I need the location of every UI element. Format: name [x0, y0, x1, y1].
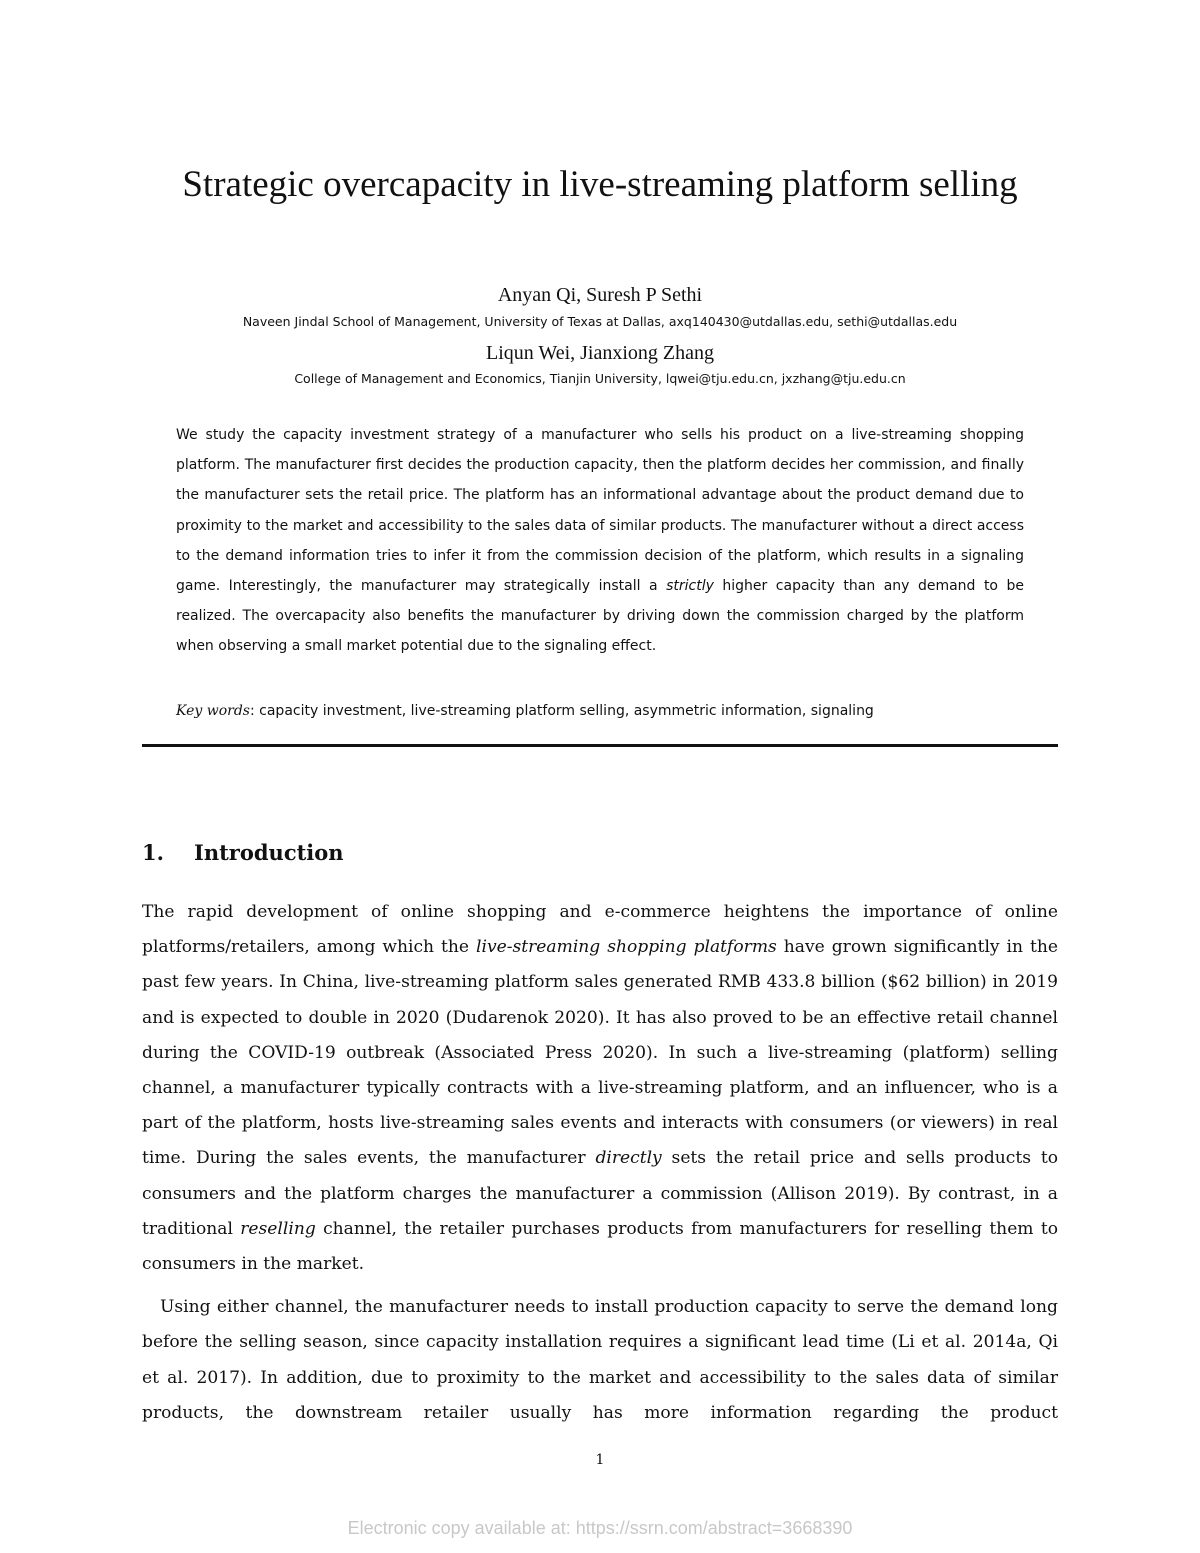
- keywords-text: capacity investment, live-streaming platform selling, asymmetric information, signaling: [259, 703, 874, 719]
- authors-line-2: Liqun Wei, Jianxiong Zhang: [486, 342, 714, 364]
- introduction-body: [142, 895, 1058, 1431]
- intro-p1-text-a: The rapid development of online shopping and e-commerce heightens the importance of online platforms/retailers, among which the: [142, 902, 1058, 958]
- abstract-text-2: higher capacity than any demand to be realized. The overcapacity also benefits the manufacturer by driving down the commission charged by the platform when observing a small market potential due to the signaling effect.: [176, 578, 1025, 655]
- intro-p1-text-b: have grown significantly in the past few years. In China, live-streaming platform sales generated RMB 433.8 billion ($62 billion) in 2019 and is expected to double in 2020 (Dudarenok 2020). It has also proved to be an effective retail channel during the COVID-19 outbreak (Associated Press 2020). In such a live-streaming (platform) selling channel, a manufacturer typically contracts with a live-streaming platform, and an influencer, who is a part of the platform, hosts live-streaming sales events and interacts with consumers (or viewers) in real time. During the sales events, the manufacturer: [142, 937, 1059, 1169]
- intro-p1-emphasis-3: reselling: [240, 1218, 316, 1239]
- affiliation-line-1: Naveen Jindal School of Management, University of Texas at Dallas, axq140430@utdallas.edu, sethi@utdallas.edu: [242, 314, 958, 329]
- intro-paragraph-1: [142, 895, 1058, 1282]
- section-number: 1.: [142, 840, 164, 865]
- section-heading: [142, 840, 344, 865]
- affiliation-line-2: College of Management and Economics, Tianjin University, lqwei@tju.edu.cn, jxzhang@tju.edu.cn: [294, 371, 906, 386]
- paper-title: Strategic overcapacity in live-streaming platform selling: [182, 164, 1018, 205]
- header-divider: [142, 744, 1058, 747]
- intro-p1-text-c: sets the retail price and sells products to consumers and the platform charges the manufacturer a commission (Allison 2019). By contrast, in a traditional: [142, 1148, 1059, 1239]
- keywords: Key words: capacity investment, live-streaming platform selling, asymmetric information, signaling: [176, 703, 874, 719]
- intro-p1-emphasis-2: directly: [595, 1148, 662, 1169]
- authors-line-1: Anyan Qi, Suresh P Sethi: [497, 284, 703, 306]
- ssrn-footer: Electronic copy available at: https://ssrn.com/abstract=3668390: [347, 1518, 853, 1538]
- section-title: Introduction: [194, 840, 344, 865]
- intro-p1-emphasis-1: live-streaming shopping platforms: [476, 937, 777, 958]
- abstract: [176, 420, 1024, 662]
- intro-paragraph-2: Using either channel, the manufacturer needs to install production capacity to serve the demand long before the selling season, since capacity installation requires a significant lead time (Li et al. 2014a, Qi et al. 2017). In addition, due to proximity to the market and accessibility to the sales data of similar products, the downstream retailer usually has more information regarding the product: [142, 1297, 1058, 1423]
- page-number: 1: [595, 1452, 605, 1468]
- intro-p1-text-d: channel, the retailer purchases products from manufacturers for reselling them to consumers in the market.: [142, 1218, 1058, 1275]
- abstract-text-1: We study the capacity investment strategy of a manufacturer who sells his product on a live-streaming shopping platform. The manufacturer first decides the production capacity, then the platform decides her commission, and finally the manufacturer sets the retail price. The platform has an informational advantage about the product demand due to proximity to the market and accessibility to the sales data of similar products. The manufacturer without a direct access to the demand information tries to infer it from the commission decision of the platform, which results in a signaling game. Interestingly, the manufacturer may strategically install a: [176, 427, 1024, 595]
- abstract-emphasis: strictly: [666, 578, 714, 595]
- keywords-label: Key words: [176, 703, 250, 719]
